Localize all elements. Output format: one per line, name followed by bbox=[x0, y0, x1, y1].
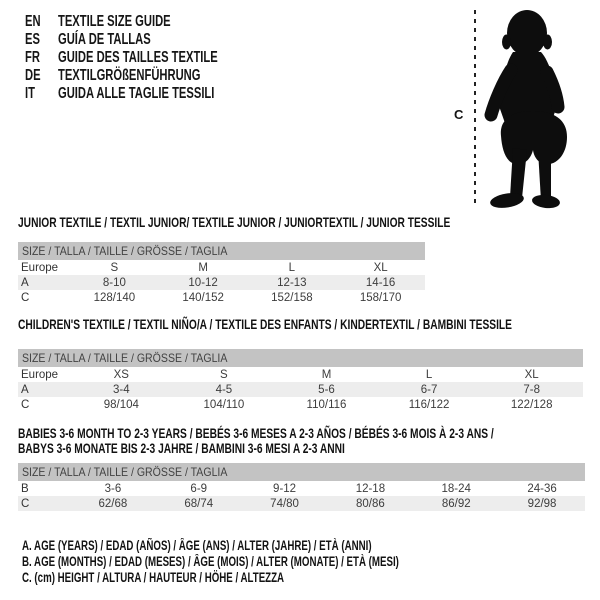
row-label: C bbox=[21, 398, 30, 411]
table-title-line: BABYS 3-6 MONATE BIS 2-3 JAHRE / BAMBINI 3-6 MESI A 2-3 ANNI bbox=[18, 440, 345, 456]
language-title-list bbox=[25, 13, 286, 103]
size-value: M bbox=[321, 368, 332, 381]
size-value: 3-6 bbox=[104, 482, 122, 495]
size-header-row bbox=[18, 463, 585, 481]
size-value: 122/128 bbox=[510, 398, 553, 411]
size-value: 80/86 bbox=[356, 497, 385, 510]
legend-note: A. AGE (YEARS) / EDAD (AÑOS) / ÂGE (ANS) / ALTER (JAHRE) / ETÀ (ANNI) bbox=[22, 538, 372, 553]
size-value: XL bbox=[373, 261, 388, 274]
size-value: 12-13 bbox=[277, 276, 307, 289]
size-value: 6-7 bbox=[420, 383, 438, 396]
table-row bbox=[18, 496, 585, 511]
size-value: 8-10 bbox=[102, 276, 126, 289]
size-value: 128/140 bbox=[93, 291, 136, 304]
size-value: 5-6 bbox=[318, 383, 335, 396]
row-label: C bbox=[21, 291, 30, 304]
size-value: XL bbox=[524, 368, 539, 381]
language-guide-title: GUÍA DE TALLAS bbox=[58, 31, 151, 48]
size-value: 4-5 bbox=[215, 383, 233, 396]
height-measure-dashed-line bbox=[474, 10, 476, 207]
size-value: S bbox=[220, 368, 228, 381]
language-item bbox=[25, 31, 286, 49]
size-value: 62/68 bbox=[98, 497, 128, 510]
size-value: 158/170 bbox=[359, 291, 402, 304]
size-header-bar bbox=[18, 463, 585, 481]
row-label: A bbox=[21, 383, 29, 396]
row-label: A bbox=[21, 276, 29, 289]
baby-height-figure bbox=[440, 0, 600, 215]
legend-note: B. AGE (MONTHS) / EDAD (MESES) / ÂGE (MOIS) / ALTER (MONATE) / ETÀ (MESI) bbox=[22, 554, 399, 569]
height-measure-label: C bbox=[454, 107, 464, 122]
size-table bbox=[18, 463, 585, 511]
size-header-bar bbox=[18, 242, 425, 260]
table-row bbox=[18, 481, 585, 496]
language-code: DE bbox=[25, 67, 41, 84]
table-row bbox=[18, 397, 583, 412]
size-value: 6-9 bbox=[190, 482, 208, 495]
row-label: B bbox=[21, 482, 29, 495]
size-value: 3-4 bbox=[112, 383, 130, 396]
language-item bbox=[25, 67, 286, 85]
language-guide-title: GUIDA ALLE TAGLIE TESSILI bbox=[58, 85, 215, 102]
table-title bbox=[18, 317, 583, 332]
size-value: 104/110 bbox=[203, 398, 245, 411]
size-table-section bbox=[18, 214, 451, 305]
size-value: L bbox=[288, 261, 296, 274]
table-title-line: CHILDREN'S TEXTILE / TEXTIL NIÑO/A / TEXTILE DES ENFANTS / KINDERTEXTIL / BAMBINI TESSILE bbox=[18, 316, 512, 332]
size-value: XS bbox=[113, 368, 129, 381]
table-title bbox=[18, 426, 585, 456]
size-value: 74/80 bbox=[270, 497, 299, 510]
language-code: EN bbox=[25, 13, 41, 30]
size-value: 12-18 bbox=[355, 482, 386, 495]
size-value: 68/74 bbox=[184, 497, 214, 510]
size-header-label: SIZE / TALLA / TAILLE / GRÖSSE / TAGLIA bbox=[22, 465, 228, 479]
size-header-row bbox=[18, 349, 583, 367]
language-guide-title: TEXTILE SIZE GUIDE bbox=[58, 13, 171, 30]
size-value: 140/152 bbox=[182, 291, 224, 304]
size-value: 92/98 bbox=[527, 497, 557, 510]
legend-note: C. (cm) HEIGHT / ALTURA / HAUTEUR / HÖHE / ALTEZZA bbox=[22, 570, 285, 585]
size-value: 7-8 bbox=[523, 383, 540, 396]
size-value: 86/92 bbox=[441, 497, 471, 510]
size-value: 14-16 bbox=[365, 276, 396, 289]
row-label: C bbox=[21, 497, 30, 510]
size-value: S bbox=[110, 261, 119, 274]
table-title bbox=[18, 214, 451, 230]
language-guide-title: TEXTILGRÖßENFÜHRUNG bbox=[58, 67, 201, 84]
size-value: 18-24 bbox=[441, 482, 471, 495]
row-label: Europe bbox=[21, 261, 59, 274]
size-header-bar bbox=[18, 349, 583, 367]
table-title-line: BABIES 3-6 MONTH TO 2-3 YEARS / BEBÉS 3-6 MESES A 2-3 AÑOS / BÉBÉS 3-6 MOIS À 2-3 ANS / bbox=[18, 425, 494, 441]
size-value: 152/158 bbox=[271, 291, 313, 304]
size-value: 10-12 bbox=[188, 276, 218, 289]
legend-notes bbox=[22, 538, 545, 586]
table-title-line: JUNIOR TEXTILE / TEXTIL JUNIOR/ TEXTILE JUNIOR / JUNIORTEXTIL / JUNIOR TESSILE bbox=[18, 214, 451, 230]
language-code: ES bbox=[25, 31, 40, 48]
language-code: IT bbox=[25, 85, 35, 102]
size-value: L bbox=[425, 368, 433, 381]
size-value: 24-36 bbox=[527, 482, 557, 495]
table-row bbox=[18, 382, 583, 397]
size-header-row bbox=[18, 242, 425, 260]
table-row bbox=[18, 275, 425, 290]
size-table-section bbox=[18, 317, 583, 412]
size-table bbox=[18, 349, 583, 412]
table-row bbox=[18, 367, 583, 382]
language-guide-title: GUIDE DES TAILLES TEXTILE bbox=[58, 49, 218, 66]
size-value: 116/122 bbox=[408, 398, 450, 411]
table-row bbox=[18, 290, 425, 305]
language-item bbox=[25, 49, 286, 67]
language-code: FR bbox=[25, 49, 40, 66]
size-header-label: SIZE / TALLA / TAILLE / GRÖSSE / TAGLIA bbox=[22, 351, 228, 365]
size-table bbox=[18, 242, 425, 305]
size-value: 98/104 bbox=[103, 398, 139, 411]
language-item bbox=[25, 85, 286, 103]
baby-silhouette-icon bbox=[480, 0, 600, 215]
size-header-label: SIZE / TALLA / TAILLE / GRÖSSE / TAGLIA bbox=[22, 244, 228, 258]
table-row bbox=[18, 260, 425, 275]
size-table-section bbox=[18, 426, 585, 511]
size-value: 110/116 bbox=[306, 398, 347, 411]
size-value: M bbox=[198, 261, 208, 274]
size-value: 9-12 bbox=[273, 482, 297, 495]
row-label: Europe bbox=[21, 368, 59, 381]
language-item bbox=[25, 13, 286, 31]
